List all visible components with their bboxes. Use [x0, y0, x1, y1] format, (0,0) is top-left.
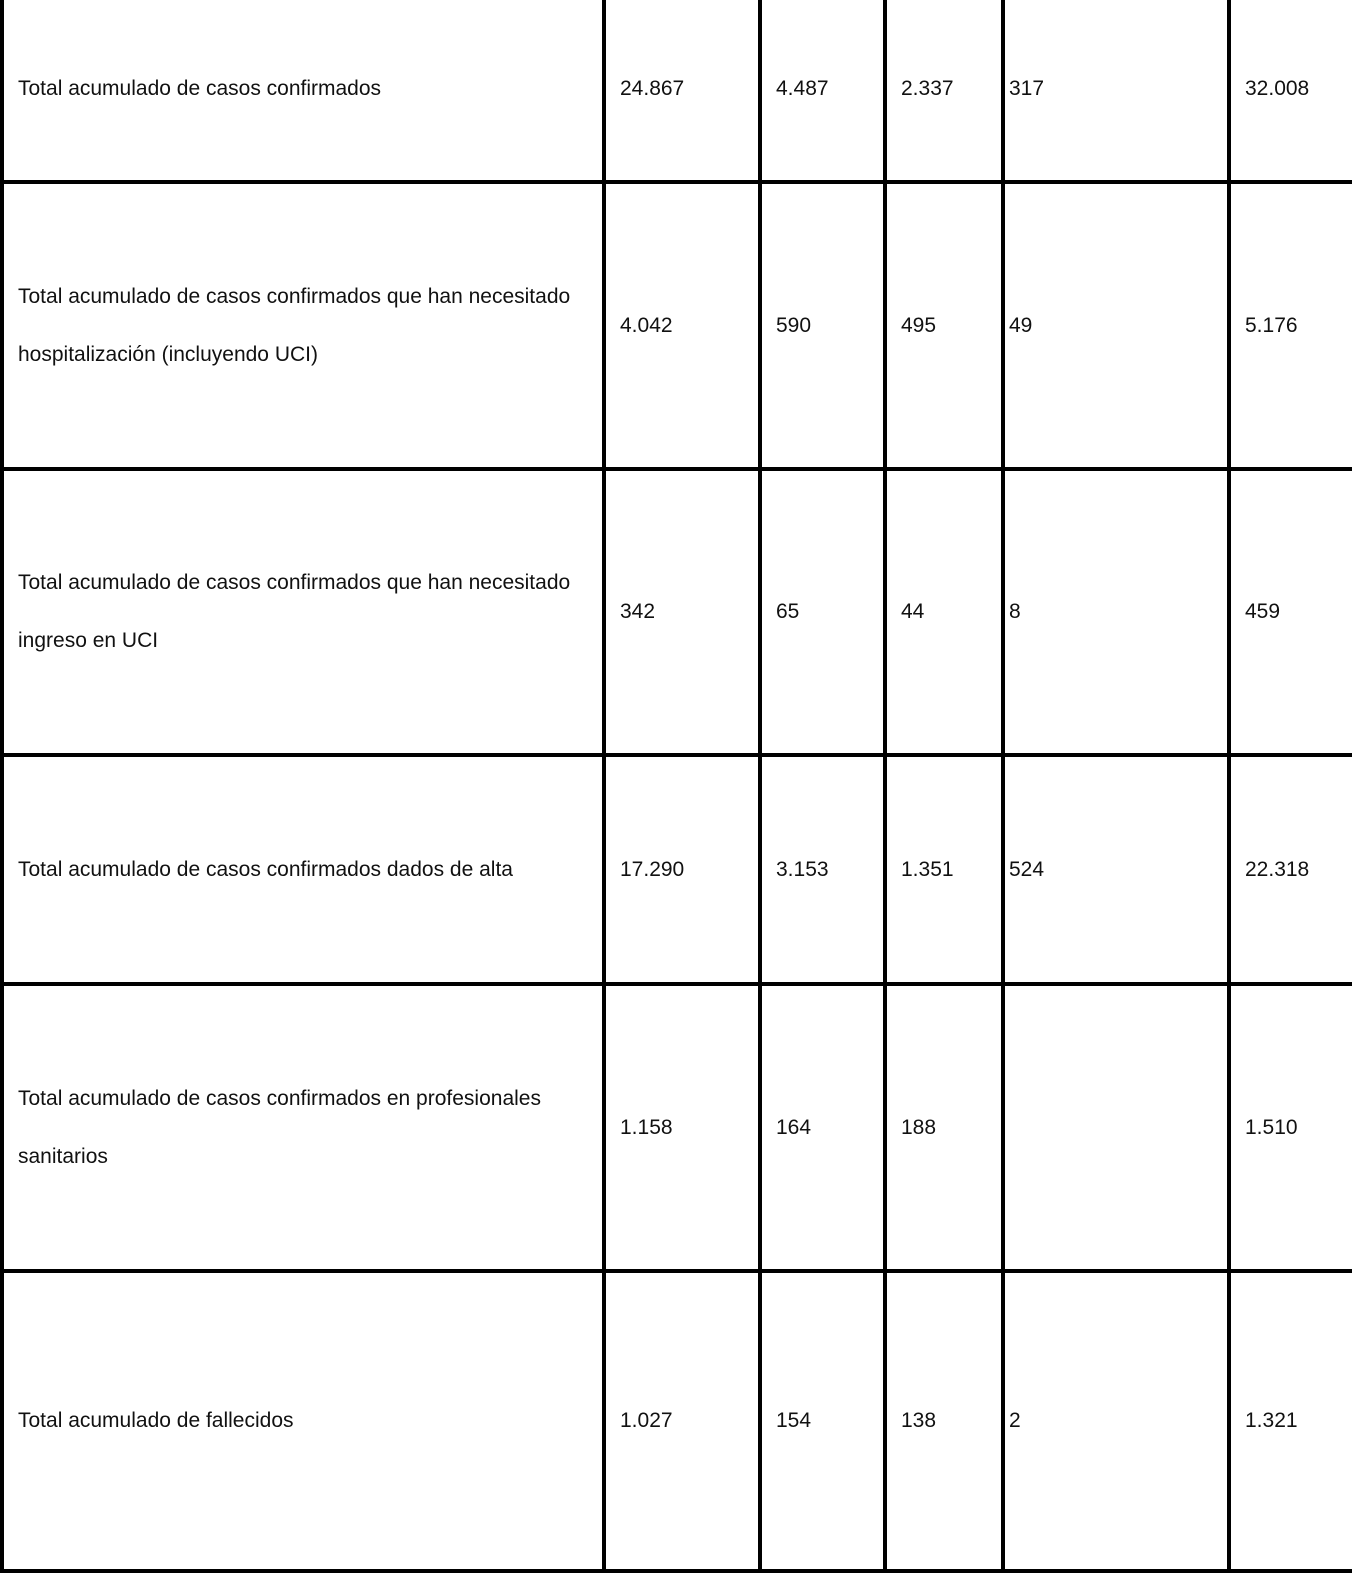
value-cell: 49 [1003, 182, 1229, 469]
row-label: Total acumulado de casos confirmados que han necesitado hospitalización (incluyendo UCI) [2, 182, 604, 469]
value-cell: 590 [760, 182, 885, 469]
value-cell: 524 [1003, 755, 1229, 984]
table-row [2, 984, 1352, 1271]
value-cell: 65 [760, 469, 885, 755]
table-row [2, 182, 1352, 469]
value-cell: 4.042 [604, 182, 760, 469]
value-cell: 164 [760, 984, 885, 1271]
row-label: Total acumulado de fallecidos [2, 1271, 604, 1571]
row-label: Total acumulado de casos confirmados que han necesitado ingreso en UCI [2, 469, 604, 755]
value-cell: 17.290 [604, 755, 760, 984]
row-label: Total acumulado de casos confirmados en profesionales sanitarios [2, 984, 604, 1271]
value-cell: 3.153 [760, 755, 885, 984]
table-row [2, 469, 1352, 755]
total-cell: 32.008 [1229, 0, 1352, 182]
value-cell [1003, 984, 1229, 1271]
value-cell: 188 [885, 984, 1003, 1271]
value-cell: 317 [1003, 0, 1229, 182]
value-cell: 2 [1003, 1271, 1229, 1571]
row-label: Total acumulado de casos confirmados dados de alta [2, 755, 604, 984]
total-cell: 5.176 [1229, 182, 1352, 469]
value-cell: 1.158 [604, 984, 760, 1271]
value-cell: 154 [760, 1271, 885, 1571]
row-label: Total acumulado de casos confirmados [2, 0, 604, 182]
total-cell: 1.510 [1229, 984, 1352, 1271]
value-cell: 8 [1003, 469, 1229, 755]
table-row [2, 0, 1352, 182]
total-cell: 459 [1229, 469, 1352, 755]
value-cell: 24.867 [604, 0, 760, 182]
value-cell: 342 [604, 469, 760, 755]
value-cell: 2.337 [885, 0, 1003, 182]
total-cell: 1.321 [1229, 1271, 1352, 1571]
value-cell: 495 [885, 182, 1003, 469]
value-cell: 138 [885, 1271, 1003, 1571]
total-cell: 22.318 [1229, 755, 1352, 984]
table-row [2, 1271, 1352, 1571]
table-row [2, 755, 1352, 984]
value-cell: 1.027 [604, 1271, 760, 1571]
value-cell: 44 [885, 469, 1003, 755]
value-cell: 4.487 [760, 0, 885, 182]
value-cell: 1.351 [885, 755, 1003, 984]
